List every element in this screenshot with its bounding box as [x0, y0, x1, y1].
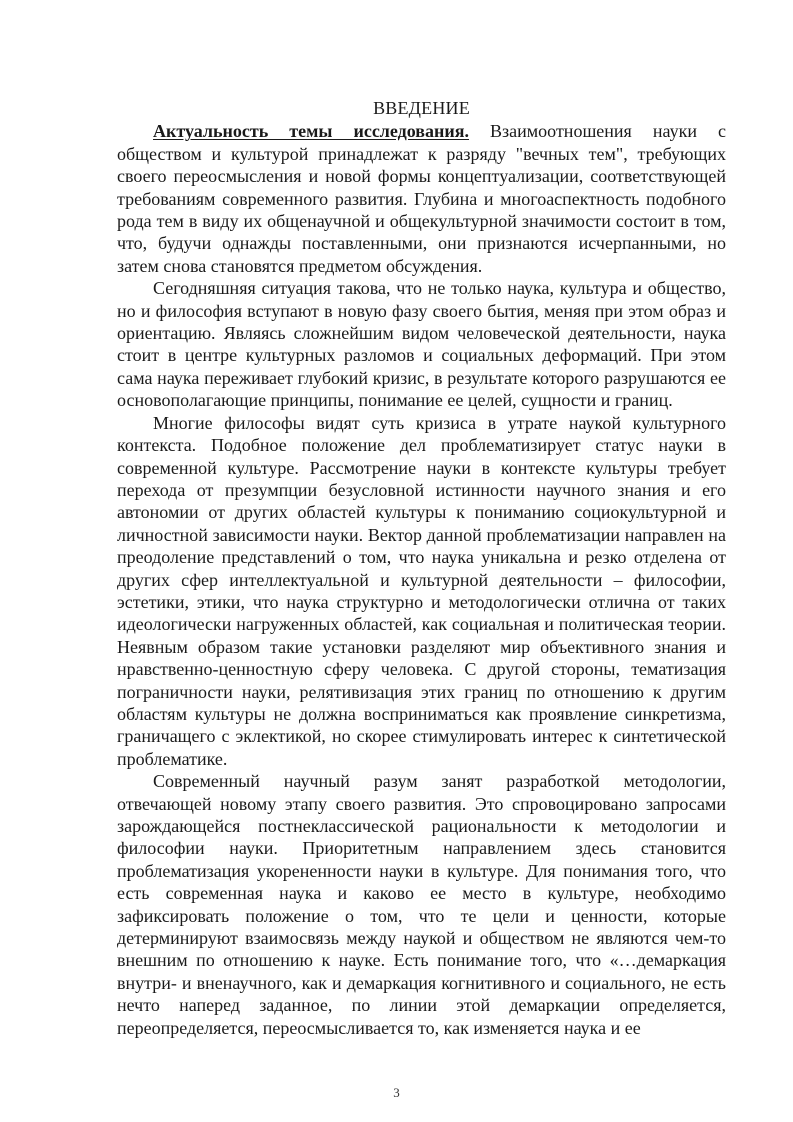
paragraph-crisis: Многие философы видят суть кризиса в утрате наукой культурного контекста. Подобное положение дел проблематизирует статус науки в современной культуре. Рассмотрение науки в контексте культуры требует перехода от презумпции безусловной истинности научного знания и его автономии от других областей культуры к пониманию социокультурной и личностной зависимости науки. Вектор данной проблематизации направлен на преодоление представлений о том, что наука уникальна и резко отделена от других сфер интеллектуальной и культурной деятельности – философии, эстетики, этики, что наука структурно и методологически отлична от таких идеологически нагруженных областей, как социальная и политическая теории. Неявным образом такие установки разделяют мир объективного знания и нравственно-ценностную сферу человека. С другой стороны, тематизация пограничности науки, релятивизация этих границ по отношению к другим областям культуры не должна восприниматься как проявление синкретизма, граничащего с эклектикой, но скорее стимулировать интерес к синтетической проблематике.: [117, 412, 726, 769]
paragraph-text: Взаимоотношения науки с обществом и культурой принадлежат к разряду "вечных тем", требующих своего переосмысления и новой формы концептуализации, соответствующей требованиям современного развития. Глубина и многоаспектность подобного рода тем в виду их общенаучной и общекультурной значимости состоит в том, что, будучи однажды поставленными, они признаются исчерпанными, но затем снова становятся предметом обсуждения.: [117, 121, 726, 276]
paragraph-methodology: Современный научный разум занят разработкой методологии, отвечающей новому этапу своего развития. Это спровоцировано запросами зарождающейся постнеклассической рациональности к методологии и философии науки. Приоритетным направлением здесь становится проблематизация укорененности науки в культуре. Для понимания того, что есть современная наука и каково ее место в культуре, необходимо зафиксировать положение о том, что те цели и ценности, которые детерминируют взаимосвязь между наукой и обществом не являются чем-то внешним по отношению к науке. Есть понимание того, что «…демаркация внутри- и вненаучного, как и демаркация когнитивного и социального, не есть нечто наперед заданное, по линии этой демаркации определяется, переопределяется, переосмысливается то, как изменяется наука и ее: [117, 771, 726, 1038]
page-title: ВВЕДЕНИЕ: [373, 98, 470, 118]
section-lead: Актуальность темы исследования.: [153, 121, 470, 142]
document-page: [117, 97, 726, 1039]
paragraph-relevance: [117, 120, 726, 277]
page-number: 3: [393, 1085, 400, 1100]
paragraph-situation: Сегодняшняя ситуация такова, что не только наука, культура и общество, но и философия вступают в новую фазу своего бытия, меняя при этом образ и ориентацию. Являясь сложнейшим видом человеческой деятельности, наука стоит в центре культурных разломов и социальных деформаций. При этом сама наука переживает глубокий кризис, в результате которого разрушаются ее основополагающие принципы, понимание ее целей, сущности и границ.: [117, 278, 726, 411]
